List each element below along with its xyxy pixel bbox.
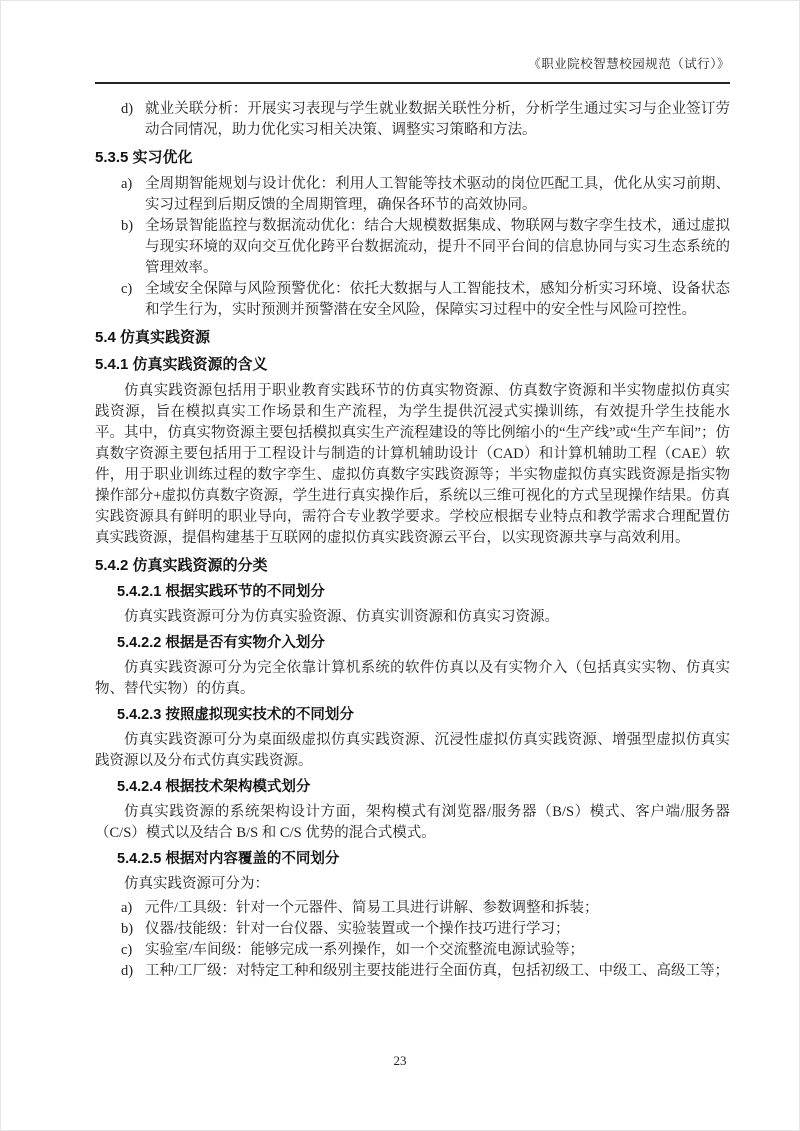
heading-5-4-1: 5.4.1 仿真实践资源的含义 — [95, 356, 268, 373]
list-internship-optimization — [95, 174, 730, 321]
page-content — [95, 99, 730, 982]
list-item-label: a) — [121, 900, 133, 916]
paragraph-5-4-2-5-intro: 仿真实践资源可分为： — [124, 876, 269, 892]
list-item-a — [95, 898, 730, 919]
list-item-text: 全场景智能监控与数据流动优化：结合大规模数据集成、物联网与数字孪生技术，通过虚拟与现实环境的双向交互优化跨平台数据流动，提升不同平台间的信息协同与实习生态系统的管理效率。 — [145, 218, 730, 276]
heading-5-4-2-1: 5.4.2.1 根据实践环节的不同划分 — [117, 584, 325, 600]
heading-5-4: 5.4 仿真实践资源 — [95, 329, 211, 346]
list-item-text: 仪器/技能级：针对一台仪器、实验装置或一个操作技巧进行学习； — [145, 921, 570, 937]
header-title: 《职业院校智慧校园规范（试行）》 — [528, 57, 730, 71]
page-number: 23 — [393, 1053, 407, 1068]
heading-5-4-2-4: 5.4.2.4 根据技术架构模式划分 — [117, 779, 311, 795]
list-item-text: 元件/工具级：针对一个元器件、简易工具进行讲解、参数调整和拆装； — [145, 900, 599, 916]
paragraph-5-4-2-3: 仿真实践资源可分为桌面级虚拟仿真实践资源、沉浸性虚拟仿真实践资源、增强型虚拟仿真实践资源以及分布式仿真实践资源。 — [95, 732, 730, 769]
list-item-label: c) — [121, 281, 133, 297]
list-item-label: c) — [121, 942, 133, 958]
list-item-label: d) — [121, 101, 134, 117]
heading-5-4-2-5: 5.4.2.5 根据对内容覆盖的不同划分 — [117, 851, 340, 867]
paragraph-5-4-2-4: 仿真实践资源的系统架构设计方面，架构模式有浏览器/服务器（B/S）模式、客户端/服务器（C/S）模式以及结合 B/S 和 C/S 优势的混合式模式。 — [95, 804, 730, 841]
heading-5-4-2: 5.4.2 仿真实践资源的分类 — [95, 557, 268, 574]
list-item-b — [95, 216, 730, 279]
list-item-label: a) — [121, 176, 133, 192]
list-item-label: d) — [121, 963, 134, 979]
list-item-b — [95, 919, 730, 940]
list-item-label: b) — [121, 218, 134, 234]
paragraph-5-4-2-2: 仿真实践资源可分为完全依靠计算机系统的软件仿真以及有实物介入（包括真实实物、仿真实物、替代实物）的仿真。 — [95, 660, 730, 697]
list-item-d-employment — [95, 99, 730, 141]
list-item-a — [95, 174, 730, 216]
list-item-text: 就业关联分析：开展实习表现与学生就业数据关联性分析，分析学生通过实习与企业签订劳动合同情况，助力优化实习相关决策、调整实习策略和方法。 — [145, 101, 730, 138]
paragraph-simulation-meaning: 仿真实践资源包括用于职业教育实践环节的仿真实物资源、仿真数字资源和半实物虚拟仿真实践资源，旨在模拟真实工作场景和生产流程，为学生提供沉浸式实操训练，有效提升学生技能水平。其中，仿真实物资源主要包括模拟真实生产流程建设的等比例缩小的“生产线”或“生产车间”；仿真数字资源主要包括用于工程设计与制造的计算机辅助设计（CAD）和计算机辅助工程（CAE）软件，用于职业训练过程的数字孪生、虚拟仿真数字实践资源等；半实物虚拟仿真实践资源是指实物操作部分+虚拟仿真数字资源，学生进行真实操作后，系统以三维可视化的方式呈现操作结果。仿真实践资源具有鲜明的职业导向，需符合专业教学要求。学校应根据专业特点和教学需求合理配置仿真实践资源，提倡构建基于互联网的虚拟仿真实践资源云平台，以实现资源共享与高效利用。 — [95, 383, 730, 546]
list-item-label: b) — [121, 921, 134, 937]
list-item-text: 全域安全保障与风险预警优化：依托大数据与人工智能技术，感知分析实习环境、设备状态和学生行为，实时预测并预警潜在安全风险，保障实习过程中的安全性与风险可控性。 — [145, 281, 730, 318]
list-item-d — [95, 961, 730, 982]
paragraph-5-4-2-1: 仿真实践资源可分为仿真实验资源、仿真实训资源和仿真实习资源。 — [124, 609, 559, 625]
list-employment-analysis — [95, 99, 730, 141]
heading-5-3-5: 5.3.5 实习优化 — [95, 149, 193, 166]
heading-5-4-2-3: 5.4.2.3 按照虚拟现实技术的不同划分 — [117, 707, 354, 723]
list-item-c — [95, 279, 730, 321]
page-header — [95, 56, 730, 84]
list-item-text: 工种/工厂级：对特定工种和级别主要技能进行全面仿真，包括初级工、中级工、高级工等； — [145, 963, 730, 979]
list-content-coverage — [95, 898, 730, 982]
list-item-text: 实验室/车间级：能够完成一系列操作，如一个交流整流电源试验等； — [145, 942, 585, 958]
list-item-c — [95, 940, 730, 961]
list-item-text: 全周期智能规划与设计优化：利用人工智能等技术驱动的岗位匹配工具，优化从实习前期、实习过程到后期反馈的全周期管理，确保各环节的高效协同。 — [145, 176, 730, 213]
heading-5-4-2-2: 5.4.2.2 根据是否有实物介入划分 — [117, 635, 325, 651]
